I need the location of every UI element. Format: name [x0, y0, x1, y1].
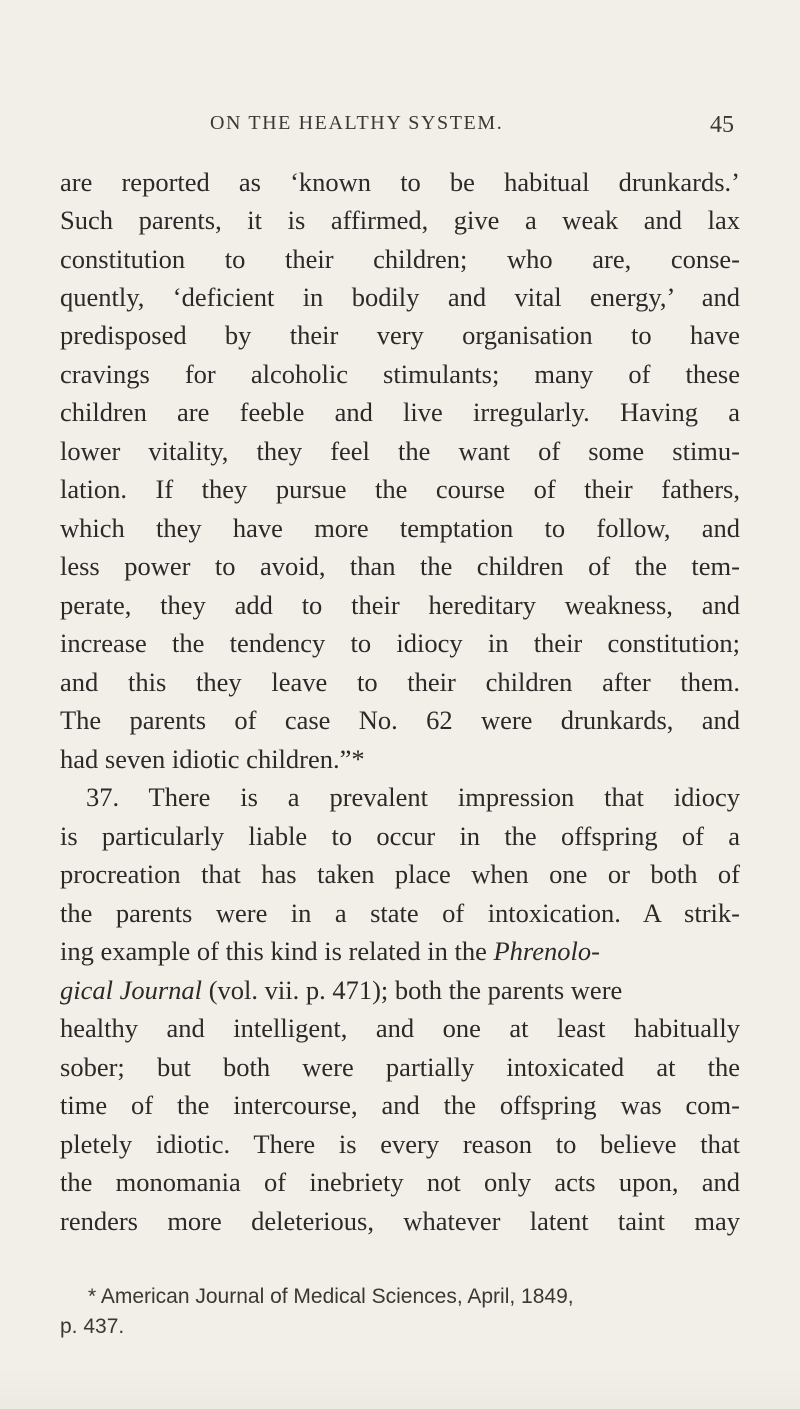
- body-line: predisposed by their very organisation to have: [60, 320, 740, 350]
- body-line: [60, 931, 740, 971]
- body-line: less power to avoid, than the children of the tem-: [60, 551, 740, 581]
- footnote-line: * American Journal of Medical Sciences, April, 1849,: [88, 1285, 574, 1308]
- body-line: and this they leave to their children after them.: [60, 667, 740, 697]
- body-line: procreation that has taken place when one or both of: [60, 859, 740, 889]
- body-line: healthy and intelligent, and one at least habitually: [60, 1013, 740, 1043]
- body-line: [60, 970, 740, 1010]
- body-line: which they have more temptation to follow, and: [60, 513, 740, 543]
- body-line: Such parents, it is affirmed, give a weak and lax: [60, 205, 740, 235]
- body-line: time of the intercourse, and the offspring was com-: [60, 1090, 740, 1120]
- page-header: [0, 112, 800, 142]
- italic-title: gical Journal: [60, 975, 203, 1005]
- body-line: pletely idiotic. There is every reason to believe that: [60, 1129, 740, 1159]
- body-line: are reported as ‘known to be habitual drunkards.’: [60, 167, 740, 197]
- body-line: cravings for alcoholic stimulants; many of these: [60, 359, 740, 389]
- paragraph-end-line: had seven idiotic children.”*: [60, 744, 365, 774]
- body-line: The parents of case No. 62 were drunkards, and: [60, 705, 740, 735]
- page-edge-shadow: [0, 1369, 800, 1409]
- body-line: the monomania of inebriety not only acts upon, and: [60, 1167, 740, 1197]
- body-line: children are feeble and live irregularly. Having a: [60, 397, 740, 427]
- italic-title: Phrenolo-: [493, 936, 600, 966]
- body-line: constitution to their children; who are, conse-: [60, 244, 740, 274]
- body-line: sober; but both were partially intoxicated at the: [60, 1052, 740, 1082]
- running-title: ON THE HEALTHY SYSTEM.: [210, 112, 504, 134]
- text-segment: ing example of this kind is related in the: [60, 936, 494, 966]
- footnote-line: p. 437.: [60, 1315, 125, 1338]
- body-line: lation. If they pursue the course of their fathers,: [60, 474, 740, 504]
- body-line: lower vitality, they feel the want of some stimu-: [60, 436, 740, 466]
- page-number: 45: [710, 112, 734, 138]
- paragraph-37-start: 37. There is a prevalent impression that idiocy: [86, 782, 740, 812]
- body-line: perate, they add to their hereditary weakness, and: [60, 590, 740, 620]
- body-line: the parents were in a state of intoxication. A strik-: [60, 898, 740, 928]
- text-segment: (vol. vii. p. 471); both the parents were: [202, 975, 623, 1005]
- body-line: renders more deleterious, whatever latent taint may: [60, 1206, 740, 1236]
- body-line: increase the tendency to idiocy in their constitution;: [60, 628, 740, 658]
- body-line: is particularly liable to occur in the offspring of a: [60, 821, 740, 851]
- body-line: quently, ‘deficient in bodily and vital energy,’ and: [60, 282, 740, 312]
